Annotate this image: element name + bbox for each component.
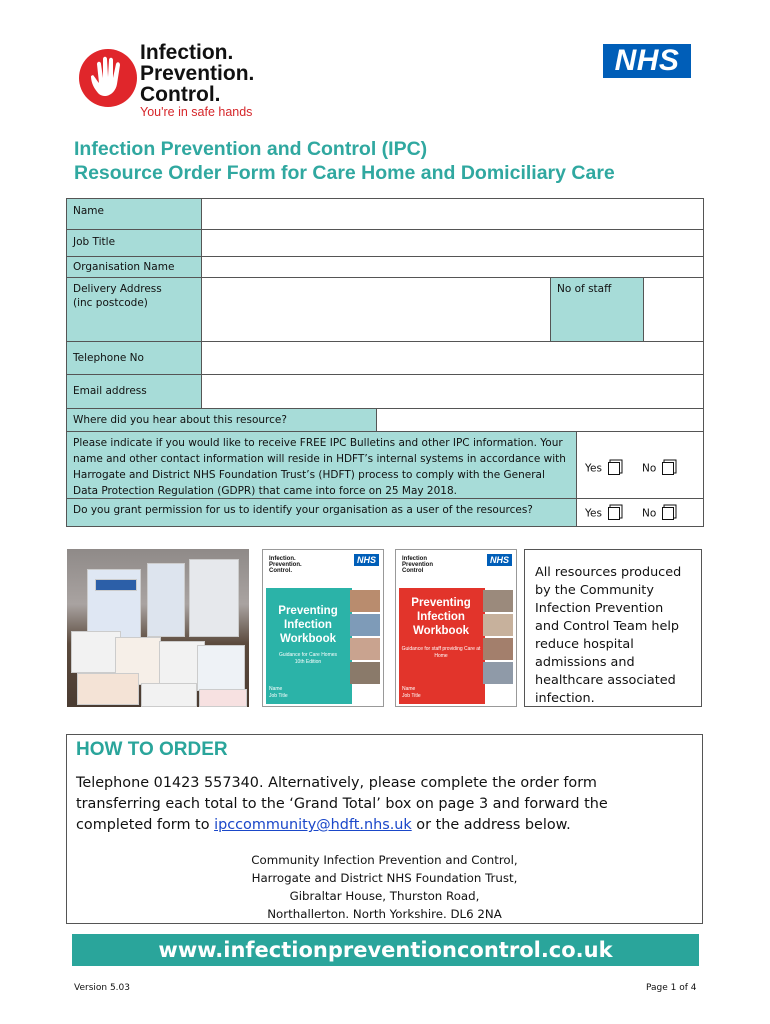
permission-no-label: No — [642, 507, 657, 520]
hear-about-field[interactable] — [376, 408, 704, 432]
permission-no[interactable] — [642, 507, 674, 520]
workbook-title: Preventing Infection Workbook — [278, 605, 338, 645]
permission-yes-checkbox[interactable] — [608, 507, 620, 520]
bulletin-yes-label: Yes — [585, 462, 602, 475]
version-label: Version 5.03 — [74, 983, 130, 993]
bulletin-yes[interactable] — [585, 462, 620, 475]
workbook-logo: Infection. Prevention. Control. — [269, 556, 302, 574]
care-at-home-workbook-cover — [395, 549, 517, 707]
permission-yes[interactable] — [585, 507, 620, 520]
page-title: Infection Prevention and Control (IPC) — [74, 138, 428, 160]
workbook-title: Preventing Infection Workbook — [411, 597, 471, 637]
resources-photo — [67, 549, 249, 707]
bulletin-consent-text: Please indicate if you would like to receive FREE IPC Bulletins and other IPC information. Your name and other contact information will reside in HDFT’s internal systems in accordance with Harrogate and District NHS Foundation Trust’s (HDFT) process to comply with the General Data Protection Regulation (GDPR) that came into force on 25 May 2018. — [66, 431, 577, 499]
name-field[interactable] — [201, 198, 704, 230]
bulletin-no-checkbox[interactable] — [662, 462, 674, 475]
logo-tagline: You're in safe hands — [140, 105, 253, 119]
delivery-address-label: Delivery Address (inc postcode) — [66, 277, 202, 342]
name-label: Name — [66, 198, 202, 230]
hear-about-label: Where did you hear about this resource? — [66, 408, 377, 432]
permission-yes-label: Yes — [585, 507, 602, 520]
email-label: Email address — [66, 374, 202, 409]
organisation-label: Organisation Name — [66, 256, 202, 278]
staff-field[interactable] — [643, 277, 704, 342]
staff-label: No of staff — [550, 277, 644, 342]
website-banner[interactable]: www.infectionpreventioncontrol.co.uk — [72, 934, 699, 966]
how-to-order-heading: HOW TO ORDER — [76, 739, 228, 760]
permission-no-checkbox[interactable] — [662, 507, 674, 520]
job-title-field[interactable] — [201, 229, 704, 257]
care-home-workbook-cover — [262, 549, 384, 707]
order-email-link[interactable]: ipccommunity@hdft.nhs.uk — [214, 817, 412, 833]
workbook-nhs-logo: NHS — [354, 554, 379, 566]
resources-info-box: All resources produced by the Community Infection Prevention and Control Team help reduce hospital admissions and healthcare associated infection. — [524, 549, 702, 707]
organisation-field[interactable] — [201, 256, 704, 278]
job-title-label: Job Title — [66, 229, 202, 257]
how-to-order-box — [66, 734, 703, 924]
how-to-order-text: Telephone 01423 557340. Alternatively, please complete the order form transferring each total to the ‘Grand Total’ box on page 3 and forward the completed form to ipccommunity@hdft.nhs.uk or the address below. — [76, 775, 608, 833]
telephone-label: Telephone No — [66, 341, 202, 375]
page-number: Page 1 of 4 — [646, 983, 697, 993]
bulletin-no-label: No — [642, 462, 657, 475]
permission-text: Do you grant permission for us to identify your organisation as a user of the resources? — [66, 498, 577, 527]
bulletin-yes-checkbox[interactable] — [608, 462, 620, 475]
nhs-logo: NHS — [603, 44, 691, 78]
delivery-address-field[interactable] — [201, 277, 551, 342]
workbook-name-lines: Name Job Title — [269, 686, 288, 699]
postal-address: Community Infection Prevention and Control, Harrogate and District NHS Foundation Trust, Gibraltar House, Thurston Road, Northallerton. North Yorkshire. DL6 2NA — [251, 853, 518, 921]
workbook-name-lines: Name Job Title — [402, 686, 421, 699]
email-field[interactable] — [201, 374, 704, 409]
hand-logo-icon — [78, 48, 138, 108]
page-subtitle: Resource Order Form for Care Home and Domiciliary Care — [74, 162, 615, 184]
workbook-subtitle: Guidance for Care Homes 10th Edition — [278, 652, 338, 665]
ipc-logo-text: Infection. Prevention. Control. — [140, 41, 255, 106]
telephone-field[interactable] — [201, 341, 704, 375]
bulletin-no[interactable] — [642, 462, 674, 475]
workbook-nhs-logo: NHS — [487, 554, 512, 566]
workbook-subtitle: Guidance for staff providing Care at Home — [401, 646, 481, 659]
workbook-logo: Infection Prevention Control — [402, 556, 434, 574]
